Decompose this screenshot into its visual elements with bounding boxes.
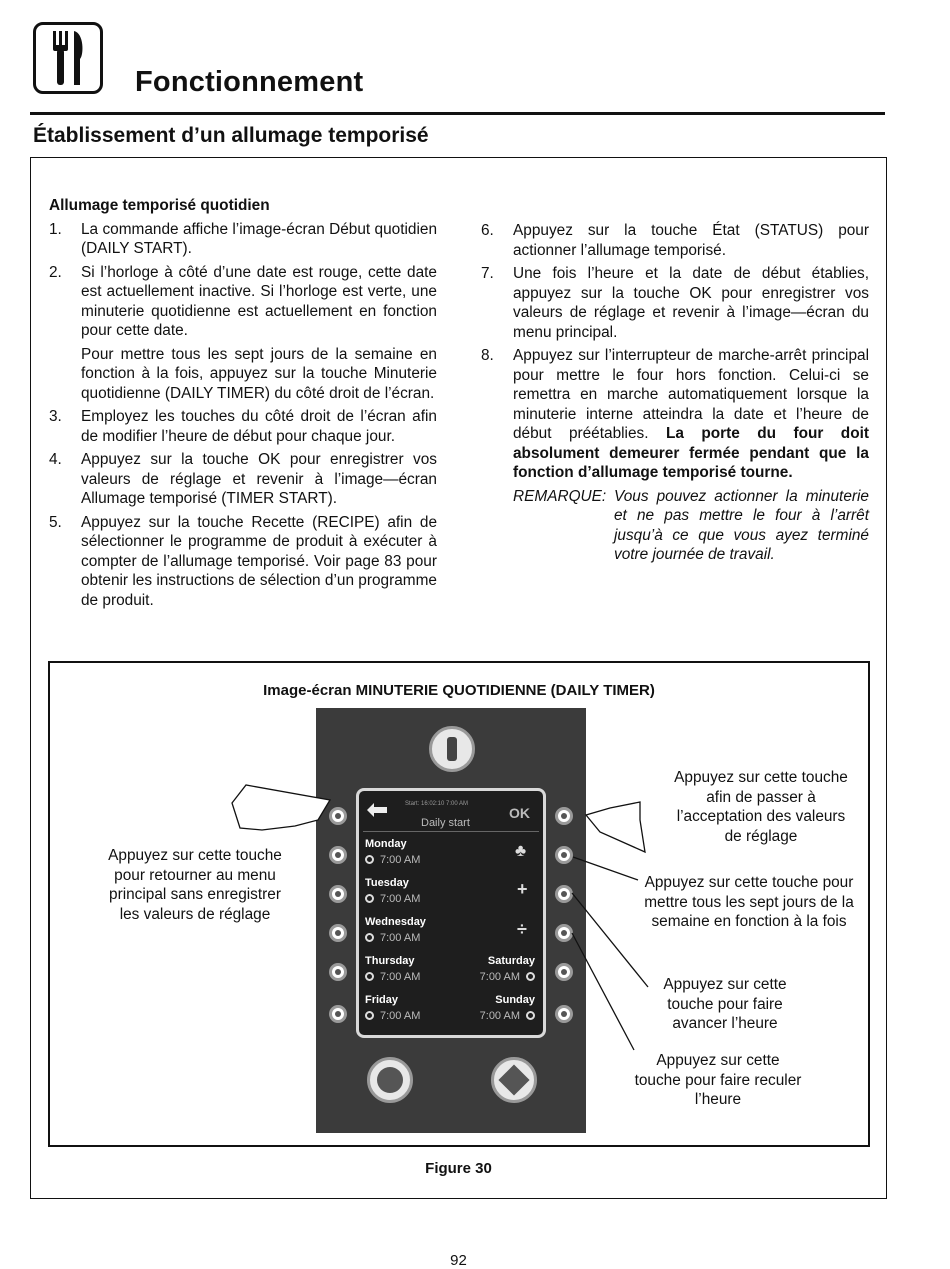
callout-advance: Appuyez sur cette touche pour faire avancer l’heure <box>663 976 787 1032</box>
callout-back: Appuyez sur cette touche pour retourner au menu principal sans enregistrer les valeurs de réglage <box>108 847 282 923</box>
figure-caption: Figure 30 <box>425 1160 492 1177</box>
time-monday: 7:00 AM <box>365 854 420 866</box>
ok-label[interactable]: OK <box>509 805 530 821</box>
page-number: 92 <box>450 1252 467 1269</box>
callout-accept: Appuyez sur cette touche afin de passer à l’acceptation des valeurs de réglage <box>674 769 848 845</box>
list-item: 8. Appuyez sur l’interrupteur de marche-arrêt principal pour mettre le four hors fonction. Celui-ci se remettra en marche automatiquement lorsque la minuterie interne atteindra la date et l’heure de début préétablies. La porte du four doit absolument demeurer fermée pendant que la fonction d’allumage temporisé tourne. <box>481 347 869 481</box>
callout-all-days: Appuyez sur cette touche pour mettre tous les sept jours de la semaine en fonction à la fois <box>644 874 854 930</box>
all-days-icon: ♣ <box>515 841 527 860</box>
note-label: REMARQUE: <box>513 487 607 505</box>
page-title: Fonctionnement <box>135 66 364 98</box>
day-thursday: Thursday <box>365 955 415 967</box>
pointing-hand-right-icon <box>585 800 650 855</box>
list-item: 1. La commande affiche l’image-écran Début quotidien (DAILY START). <box>49 220 437 257</box>
warning-text: La porte du four doit absolument demeurer fermée pendant que la fonction d’allumage temporisé tourne. <box>513 425 869 481</box>
screen-heading: Daily start <box>421 817 470 829</box>
time-wednesday: 7:00 AM <box>365 932 420 944</box>
plus-icon: + <box>517 879 528 899</box>
note-text: Vous pouvez actionner la minuterie et ne pas mettre le four à l’arrêt jusqu’à ce que vous ayez terminé votre journée de travail. <box>614 487 869 563</box>
time-thursday: 7:00 AM <box>365 971 420 983</box>
day-sunday: Sunday <box>495 994 535 1006</box>
list-item: 6. Appuyez sur la touche État (STATUS) pour actionner l’allumage temporisé. <box>481 222 869 259</box>
pointing-hand-left-icon <box>232 785 332 830</box>
list-item: 2. Si l’horloge à côté d’une date est rouge, cette date est actuellement inactive. Si l’horloge est verte, une minuterie quotidienne est actuellement en fonction pour cette date. <box>49 263 437 339</box>
list-item: 4. Appuyez sur la touche OK pour enregistrer vos valeurs de réglage et revenir à l’image—écran Allumage temporisé (TIMER START). <box>49 451 437 507</box>
time-sunday: 7:00 AM <box>480 1010 535 1022</box>
list-item: 3. Employez les touches du côté droit de l’écran afin de modifier l’heure de début pour chaque jour. <box>49 408 437 445</box>
day-monday: Monday <box>365 838 407 850</box>
time-tuesday: 7:00 AM <box>365 893 420 905</box>
day-tuesday: Tuesday <box>365 877 409 889</box>
list-item-paragraph: Pour mettre tous les sept jours de la semaine en fonction à la fois, appuyez sur la touche Minuterie quotidienne (DAILY TIMER) du côté droit de l’écran. <box>81 345 437 402</box>
minus-icon: ÷ <box>517 919 527 939</box>
list-item: 7. Une fois l’heure et la date de début établies, appuyez sur la touche OK pour enregistrer vos valeurs de réglage et revenir à l’image—écran du menu principal. <box>481 265 869 341</box>
day-friday: Friday <box>365 994 399 1006</box>
callout-reverse: Appuyez sur cette touche pour faire reculer l’heure <box>634 1052 802 1108</box>
section-title: Établissement d’un allumage temporisé <box>33 124 429 147</box>
list-item: 5. Appuyez sur la touche Recette (RECIPE) afin de sélectionner le programme de produit à exécuter à compter de l’allumage temporisé. Voir page 83 pour obtenir les instructions de sélection d’un programme de produit. <box>49 513 437 609</box>
status-line: Start: 16:02:10 7:00 AM <box>405 801 469 807</box>
day-wednesday: Wednesday <box>365 916 426 928</box>
time-friday: 7:00 AM <box>365 1010 420 1022</box>
figure-title: Image-écran MINUTERIE QUOTIDIENNE (DAILY TIMER) <box>263 682 655 699</box>
day-saturday: Saturday <box>487 955 535 967</box>
subheading: Allumage temporisé quotidien <box>49 197 270 214</box>
time-saturday: 7:00 AM <box>480 971 535 983</box>
